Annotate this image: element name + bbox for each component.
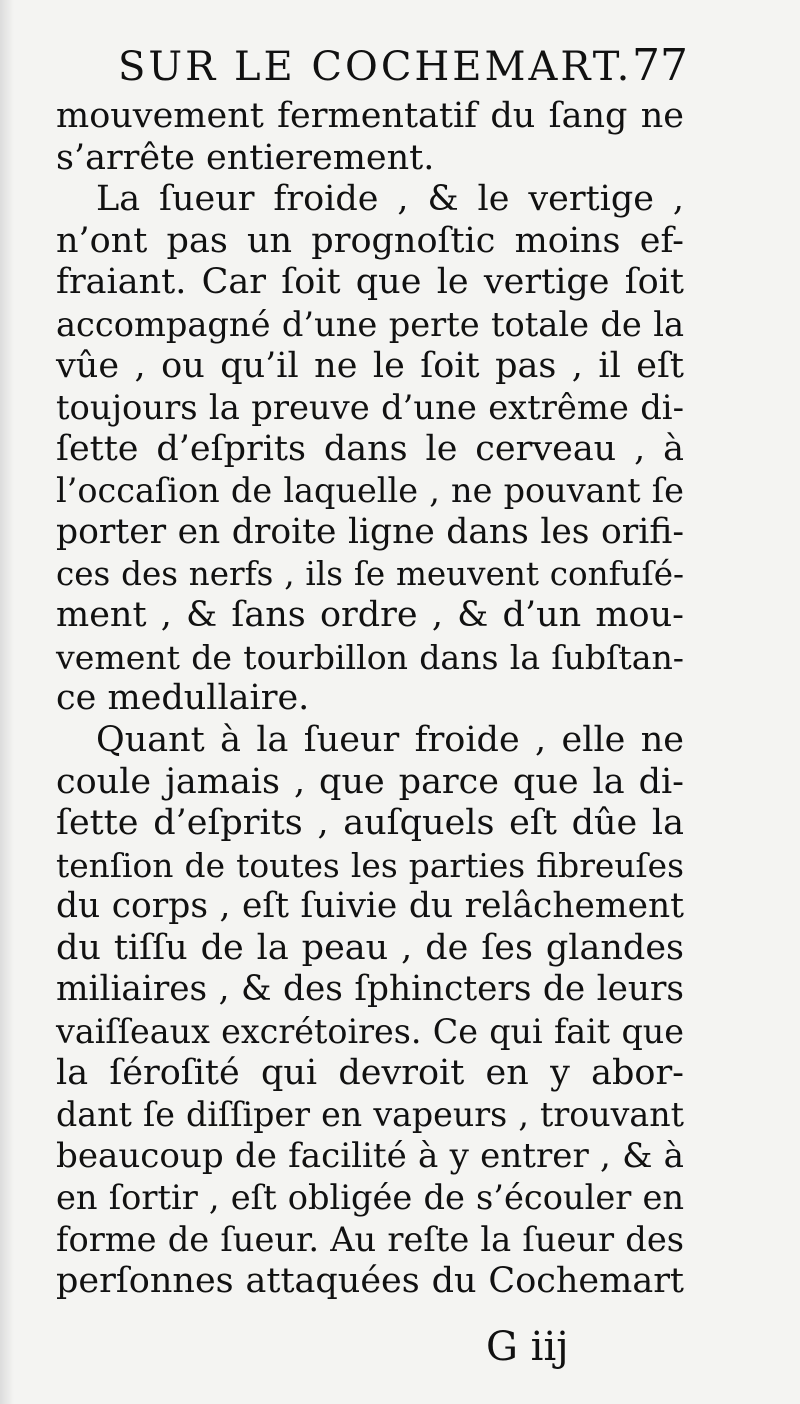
text-line: miliaires , & des ſphincters de leurs <box>56 969 684 1010</box>
text-line: ſette d’eſprits , auſquels eſt dûe la <box>56 803 684 844</box>
text-line: l’occaſion de laquelle , ne pouvant ſe <box>56 471 684 511</box>
text-line: s’arrête entierement. <box>56 137 435 178</box>
page-header <box>118 40 688 96</box>
text-line: beaucoup de facilité à y entrer , & à <box>56 1135 684 1176</box>
text-line: ſette d’eſprits dans le cerveau , à <box>56 428 684 469</box>
text-line: porter en droite ligne dans les orifi- <box>56 511 684 552</box>
text-line: n’ont pas un prognoſtic moins ef- <box>56 220 684 261</box>
body-text <box>56 96 684 1302</box>
text-line: toujours la preuve d’une extrême di- <box>56 388 684 428</box>
text-line: tenſion de toutes les parties fibreuſes <box>56 845 684 885</box>
text-line: du corps , eſt ſuivie du relâchement <box>56 886 684 927</box>
text-line: vement de tourbillon dans la ſubſtan- <box>56 637 684 677</box>
text-line: fraiant. Car ſoit que le vertige ſoit <box>56 262 684 303</box>
text-line: Quant à la ſueur froide , elle ne <box>96 719 684 760</box>
page-gutter-edge <box>0 0 14 1404</box>
text-line: perſonnes attaquées du Cochemart <box>56 1260 684 1301</box>
text-line: mouvement fermentatif du ſang ne <box>56 96 684 136</box>
text-line: forme de ſueur. Au reſte la ſueur des <box>56 1220 684 1260</box>
signature-mark: G iij <box>486 1324 569 1370</box>
text-line: accompagné d’une perte totale de la <box>56 304 684 344</box>
text-line: du tiſſu de la peau , de ſes glandes <box>56 927 684 968</box>
text-line: vaiſſeaux excrétoires. Ce qui fait que <box>56 1012 684 1052</box>
text-line: coule jamais , que parce que la di- <box>56 761 684 802</box>
text-line: ment , & ſans ordre , & d’un mou- <box>56 595 684 636</box>
text-line: vûe , ou qu’il ne le ſoit pas , il eſt <box>56 345 684 386</box>
text-line: dant ſe diſſiper en vapeurs , trouvant <box>56 1095 684 1135</box>
text-line: en ſortir , eſt obligée de s’écouler en <box>56 1178 684 1218</box>
text-line: La ſueur froide , & le vertige , <box>96 179 684 220</box>
text-line: ce medullaire. <box>56 678 310 719</box>
page-number: 77 <box>632 40 688 91</box>
text-line: la ſéroſité qui devroit en y abor- <box>56 1052 684 1093</box>
running-title: SUR LE COCHEMART. <box>118 44 633 90</box>
text-line: ces des nerfs , ils ſe meuvent confuſé- <box>56 554 684 593</box>
